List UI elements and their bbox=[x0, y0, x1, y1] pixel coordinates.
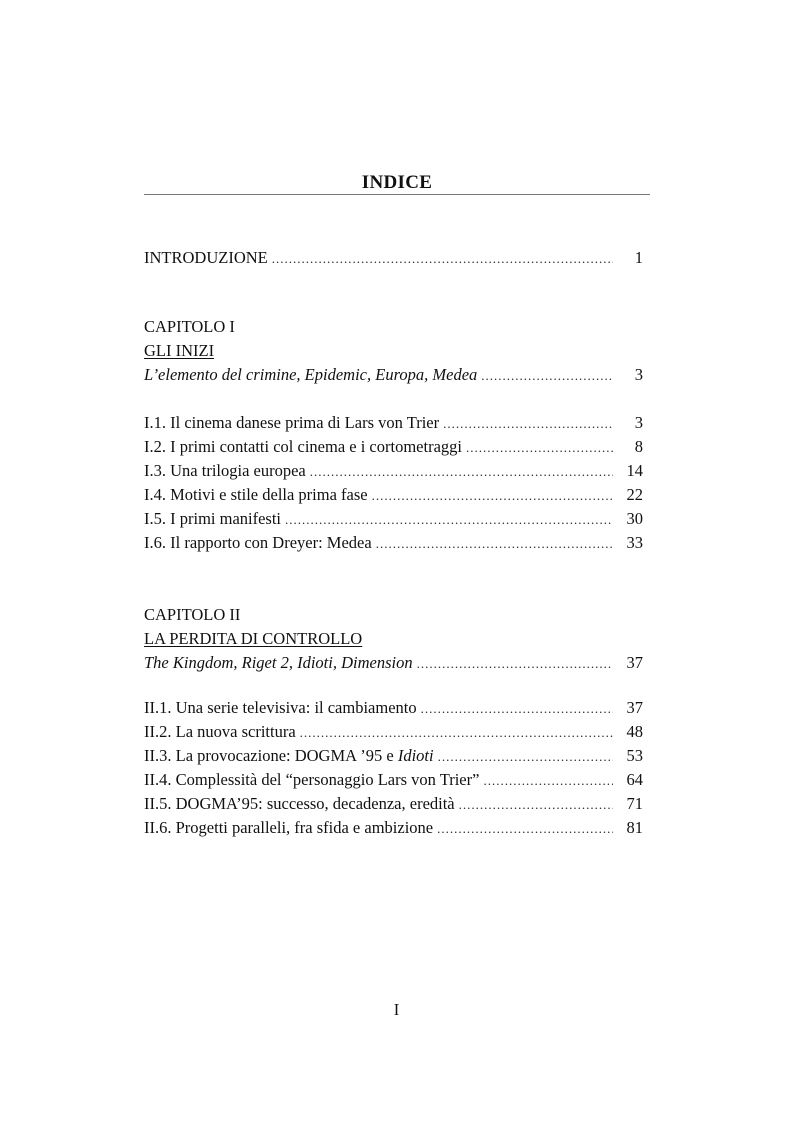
toc-title: INDICE bbox=[361, 172, 433, 193]
toc-entry[interactable] bbox=[144, 721, 643, 743]
toc-entry-label: I.5. I primi manifesti bbox=[144, 509, 282, 528]
title-underline bbox=[144, 194, 650, 195]
page-number: I bbox=[393, 1000, 400, 1019]
dot-leader bbox=[376, 533, 613, 555]
toc-entry-label: I.1. Il cinema danese prima di Lars von Trier bbox=[144, 413, 440, 432]
toc-entry-label: I.2. I primi contatti col cinema e i cortometraggi bbox=[144, 437, 462, 456]
toc-entry[interactable] bbox=[144, 769, 643, 791]
toc-entry-label: L’elemento del crimine, Epidemic, Europa, Medea bbox=[144, 365, 478, 384]
toc-entry-label: II.6. Progetti paralleli, fra sfida e ambizione bbox=[144, 818, 434, 837]
toc-entry-page: 81 bbox=[626, 818, 643, 837]
toc-entry-label: II.1. Una serie televisiva: il cambiamento bbox=[144, 698, 417, 717]
dot-leader bbox=[285, 509, 613, 531]
toc-entry-label: I.6. Il rapporto con Dreyer: Medea bbox=[144, 533, 372, 552]
toc-entry-page: 3 bbox=[634, 413, 643, 432]
toc-entry[interactable] bbox=[144, 436, 643, 458]
toc-entry-label-text: II.3. La provocazione: DOGMA ’95 e bbox=[144, 746, 398, 765]
dot-leader bbox=[483, 770, 613, 792]
dot-leader bbox=[372, 485, 613, 507]
toc-entry-page: 30 bbox=[626, 509, 643, 528]
dot-leader bbox=[437, 818, 613, 840]
toc-entry[interactable] bbox=[144, 793, 643, 815]
dot-leader bbox=[300, 722, 613, 744]
toc-entry-label: II.2. La nuova scrittura bbox=[144, 722, 296, 741]
toc-entry-introduzione[interactable] bbox=[144, 247, 643, 269]
toc-entry[interactable] bbox=[144, 484, 643, 506]
toc-entry[interactable] bbox=[144, 508, 643, 530]
toc-entry-label bbox=[144, 745, 438, 767]
toc-entry[interactable] bbox=[144, 412, 643, 434]
dot-leader bbox=[466, 437, 613, 459]
dot-leader bbox=[417, 653, 613, 675]
toc-entry-page: 48 bbox=[626, 722, 643, 741]
dot-leader bbox=[481, 365, 613, 387]
chapter-1-heading: CAPITOLO I bbox=[144, 317, 235, 336]
chapter-1-subtitle: GLI INIZI bbox=[144, 341, 215, 360]
chapter-2-heading: CAPITOLO II bbox=[144, 605, 241, 624]
toc-entry-page: 22 bbox=[626, 485, 643, 504]
toc-entry-label: II.4. Complessità del “personaggio Lars von Trier” bbox=[144, 770, 480, 789]
toc-entry-page: 1 bbox=[634, 248, 643, 267]
toc-entry-label: The Kingdom, Riget 2, Idioti, Dimension bbox=[144, 653, 413, 672]
toc-entry[interactable] bbox=[144, 460, 643, 482]
toc-entry-label: II.5. DOGMA’95: successo, decadenza, eredità bbox=[144, 794, 455, 813]
chapter-2-subtitle: LA PERDITA DI CONTROLLO bbox=[144, 629, 363, 648]
toc-entry-page: 33 bbox=[626, 533, 643, 552]
dot-leader bbox=[459, 794, 613, 816]
toc-entry-page: 37 bbox=[626, 653, 643, 672]
toc-entry[interactable] bbox=[144, 697, 643, 719]
toc-entry-page: 8 bbox=[634, 437, 643, 456]
toc-entry[interactable] bbox=[144, 745, 643, 767]
toc-entry-page: 3 bbox=[634, 365, 643, 384]
toc-entry-label: I.4. Motivi e stile della prima fase bbox=[144, 485, 368, 504]
toc-entry[interactable] bbox=[144, 532, 643, 554]
dot-leader bbox=[310, 461, 613, 483]
toc-entry-page: 64 bbox=[626, 770, 643, 789]
toc-entry-label: I.3. Una trilogia europea bbox=[144, 461, 306, 480]
toc-entry-label-italic: Idioti bbox=[397, 746, 434, 765]
toc-entry-page: 53 bbox=[626, 746, 643, 765]
dot-leader bbox=[438, 746, 613, 768]
chapter-1-films-entry[interactable] bbox=[144, 364, 643, 386]
toc-entry-page: 14 bbox=[626, 461, 643, 480]
dot-leader bbox=[421, 698, 613, 720]
dot-leader bbox=[272, 248, 613, 270]
toc-entry-page: 37 bbox=[626, 698, 643, 717]
toc-entry-label: INTRODUZIONE bbox=[144, 248, 268, 267]
toc-entry[interactable] bbox=[144, 817, 643, 839]
dot-leader bbox=[443, 413, 613, 435]
toc-entry-page: 71 bbox=[626, 794, 643, 813]
chapter-2-films-entry[interactable] bbox=[144, 652, 643, 674]
